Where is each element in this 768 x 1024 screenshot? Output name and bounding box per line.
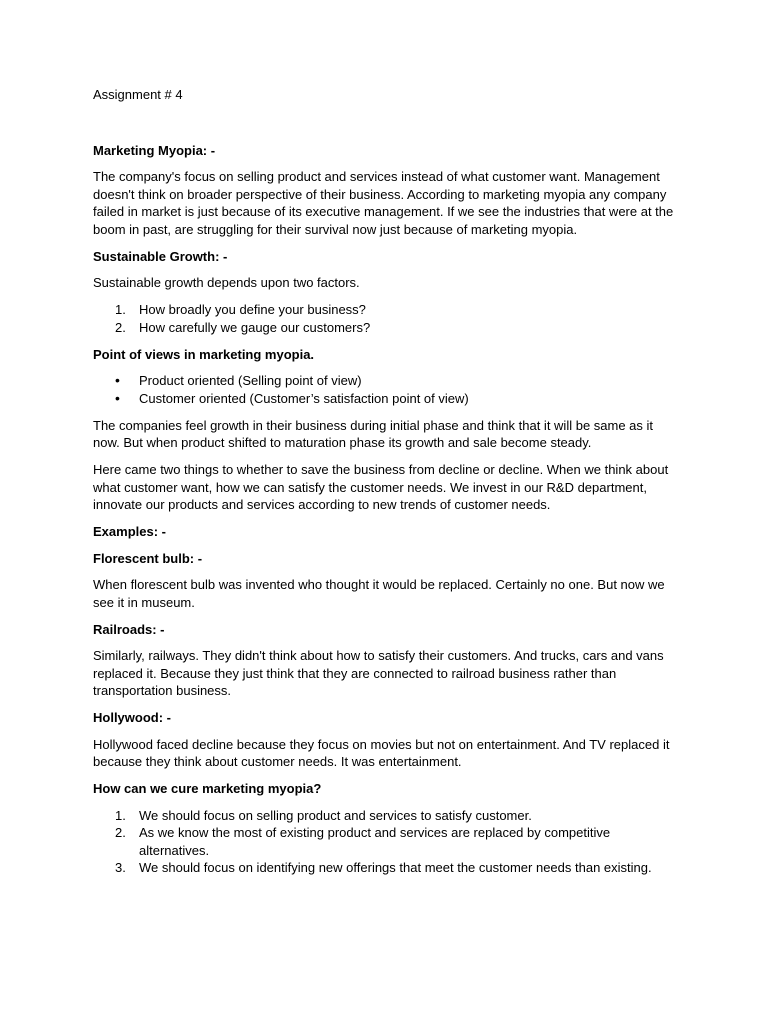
list-item-text: Product oriented (Selling point of view): [139, 373, 362, 388]
list-item: [93, 319, 680, 337]
list-item-text: We should focus on identifying new offerings that meet the customer needs than existing.: [139, 860, 652, 875]
numbered-list-cure: [93, 807, 680, 877]
list-number: 1.: [115, 302, 126, 317]
list-item-text: How carefully we gauge our customers?: [139, 319, 371, 335]
bullet-icon: •: [115, 389, 120, 406]
list-number: 2.: [115, 825, 126, 840]
heading-sustainable-growth: Sustainable Growth: -: [93, 248, 228, 264]
list-item: [93, 807, 680, 825]
list-item: [93, 390, 680, 408]
list-item: [93, 824, 680, 859]
heading-hollywood: Hollywood: -: [93, 710, 171, 725]
list-item-text: How broadly you define your business?: [139, 302, 366, 317]
document-title: Assignment # 4: [93, 87, 183, 102]
paragraph-marketing-myopia: The company's focus on selling product and services instead of what customer want. Management doesn't think on broader perspective of their business. According to marketing myopia any company failed in market is just because of its executive management. If we see the industries that were at the boom in past, are struggling for their survival now just because of marketing myopia.: [93, 169, 674, 237]
list-number: 2.: [115, 319, 126, 335]
list-item: [93, 859, 680, 877]
list-item-text: Customer oriented (Customer’s satisfaction point of view): [139, 390, 469, 406]
bullet-icon: •: [115, 372, 120, 388]
heading-marketing-myopia: Marketing Myopia: -: [93, 142, 216, 158]
heading-examples: Examples: -: [93, 524, 166, 539]
heading-railroads: Railroads: -: [93, 621, 165, 637]
heading-points-of-view: Point of views in marketing myopia.: [93, 346, 315, 362]
list-item: [93, 301, 680, 319]
paragraph-florescent-bulb: When florescent bulb was invented who thought it would be replaced. Certainly no one. But now we see it in museum.: [93, 577, 665, 610]
paragraph-hollywood: Hollywood faced decline because they focus on movies but not on entertainment. And TV replaced it because they think about customer needs. It was entertainment.: [93, 736, 670, 769]
list-item-text: As we know the most of existing product and services are replaced by competitive alternatives.: [139, 825, 611, 858]
list-item: [93, 372, 680, 390]
list-number: 3.: [115, 860, 126, 875]
list-item-text: We should focus on selling product and services to satisfy customer.: [139, 807, 532, 823]
paragraph-railroads: Similarly, railways. They didn't think about how to satisfy their customers. And trucks, cars and vans replaced it. Because they just think that they are connected to railroad business rather than transportation business.: [93, 648, 664, 698]
list-number: 1.: [115, 807, 126, 823]
numbered-list-growth-factors: [93, 301, 680, 336]
paragraph-save-business: Here came two things to whether to save the business from decline or decline. When we think about what customer want, how we can satisfy the customer needs. We invest in our R&D department, innovate our products and services according to new trends of customer needs.: [93, 462, 669, 512]
heading-florescent-bulb: Florescent bulb: -: [93, 550, 203, 566]
heading-cure-myopia: How can we cure marketing myopia?: [93, 781, 322, 796]
paragraph-sustainable-growth: Sustainable growth depends upon two factors.: [93, 275, 360, 290]
paragraph-growth-phases: The companies feel growth in their business during initial phase and think that it will be same as it now. But when product shifted to maturation phase its growth and sale become steady.: [93, 417, 654, 450]
bullet-list-points-of-view: [93, 372, 680, 407]
